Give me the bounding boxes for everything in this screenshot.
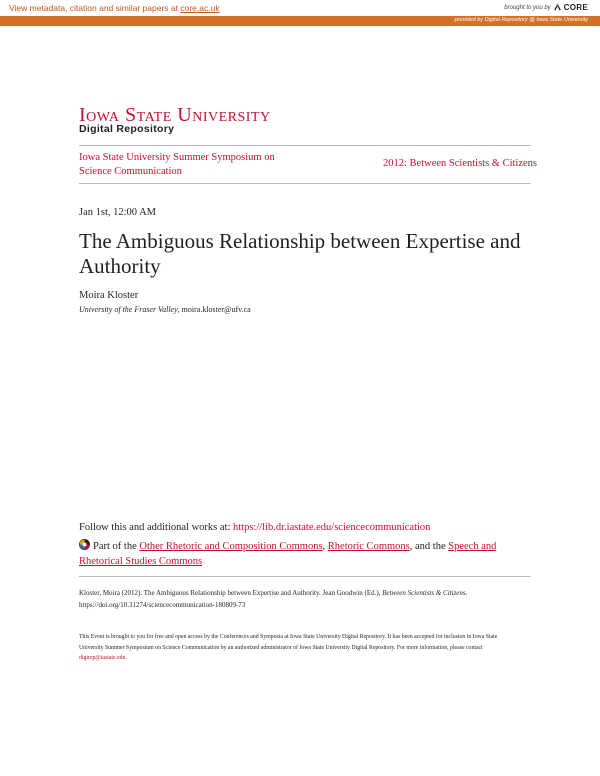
citation-doi: . https://doi.org/10.31274/sciencecommunication-180809-73 (79, 589, 468, 609)
open-access-notice (79, 632, 519, 664)
affiliation-institution: University of the Fraser Valley (79, 305, 178, 314)
follow-label: Follow this and additional works at: (79, 522, 233, 533)
core-metadata-text (9, 3, 220, 13)
provided-by-text: provided by Digital Repository @ Iowa State University (454, 17, 588, 23)
event-date: Jan 1st, 12:00 AM (79, 207, 157, 218)
author-name: Moira Kloster (79, 290, 139, 301)
collection-link[interactable]: Iowa State University Summer Symposium on Science Communication (79, 152, 275, 177)
core-metadata-label: View metadata, citation and similar papers at (9, 3, 181, 13)
article-title: The Ambiguous Relationship between Expertise and Authority (79, 229, 521, 278)
divider-citation (79, 576, 531, 577)
divider-top (79, 145, 531, 146)
author-affiliation (79, 305, 251, 314)
commons-link-other-rhetoric[interactable]: Other Rhetoric and Composition Commons (139, 541, 323, 552)
university-logo-text: Iowa State University (79, 104, 271, 126)
citation-source: Between Scientists & Citizens (382, 589, 466, 597)
follow-link[interactable]: https://lib.dr.iastate.edu/sciencecommunication (233, 522, 431, 533)
notice-end: . (125, 655, 127, 661)
recommended-citation (79, 587, 529, 611)
core-brought-by[interactable] (504, 3, 588, 12)
affiliation-email: , moira.kloster@ufv.ca (177, 305, 251, 314)
follow-line (79, 522, 430, 533)
part-of-label: Part of the (93, 541, 140, 552)
divider-header-bottom (79, 183, 531, 184)
notice-text: This Event is brought to you for free and open access by the Conferences and Symposia at Iowa State University Digital Repository. It has been accepted for inclusion in Iowa State University Summer Symposium on Science Communication by an authorized administrator of Iowa State University Digital Repository. For more information, please contact (79, 634, 498, 651)
core-logo-icon (553, 3, 562, 12)
repository-logo-text: Digital Repository (79, 123, 175, 135)
provided-by-bar (0, 16, 600, 26)
core-brand: CORE (563, 3, 588, 12)
commons-link-rhetoric[interactable]: Rhetoric Commons (327, 541, 410, 552)
commons-network-icon (79, 539, 90, 550)
contact-email-link[interactable]: digirep@iastate.edu (79, 655, 126, 661)
part-of-commons (79, 539, 519, 569)
citation-main: Kloster, Moira (2012). The Ambiguous Relationship between Expertise and Authority. Jean Goodwin (Ed.), (79, 589, 383, 597)
core-link[interactable]: core.ac.uk (180, 3, 220, 13)
brought-by-label: brought to you by (504, 4, 551, 11)
core-banner (0, 0, 600, 16)
event-link[interactable]: 2012: Between Scientists & Citizens (383, 158, 537, 169)
commons-link-speech[interactable]: Speech and Rhetorical Studies Commons (79, 541, 497, 567)
and-the-label: , and the (409, 541, 449, 552)
separator: , (322, 541, 328, 552)
